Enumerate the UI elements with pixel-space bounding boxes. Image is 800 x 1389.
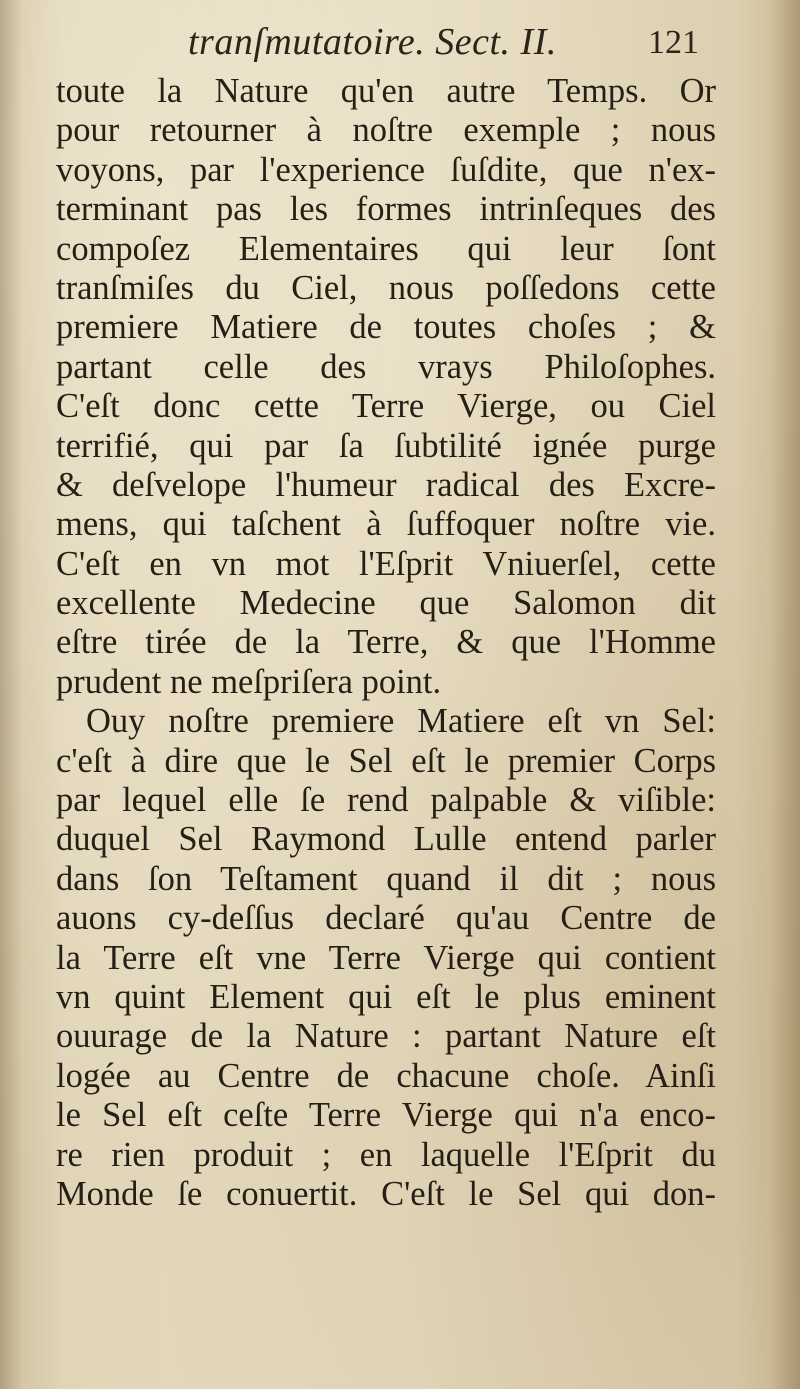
- text-line: re rien produit ; en laquelle l'Eſprit du: [56, 1135, 716, 1174]
- page-header: [0, 14, 800, 66]
- text-line: terrifié, qui par ſa ſubtilité ignée purge: [56, 426, 716, 465]
- text-line: ouurage de la Nature : partant Nature eſt: [56, 1017, 716, 1056]
- text-line: vn quint Element qui eſt le plus eminent: [56, 977, 716, 1016]
- text-line: C'eſt donc cette Terre Vierge, ou Ciel: [56, 387, 716, 426]
- running-title: tranſmutatoire. Sect. II.: [188, 21, 557, 63]
- text-line: & deſvelope l'humeur radical des Excre-: [56, 465, 716, 504]
- text-line: eſtre tirée de la Terre, & que l'Homme: [56, 623, 716, 662]
- body-text: [56, 72, 716, 1214]
- text-line: la Terre eſt vne Terre Vierge qui contient: [56, 938, 716, 977]
- text-line: C'eſt en vn mot l'Eſprit Vniuerſel, cette: [56, 544, 716, 583]
- text-line: compoſez Elementaires qui leur ſont: [56, 229, 716, 268]
- text-line: c'eſt à dire que le Sel eſt le premier Corps: [56, 741, 716, 780]
- paragraph-end-line: prudent ne meſpriſera point.: [56, 662, 442, 701]
- text-line: duquel Sel Raymond Lulle entend parler: [56, 820, 716, 859]
- text-line: pour retourner à noſtre exemple ; nous: [56, 111, 716, 150]
- text-line: partant celle des vrays Philoſophes.: [56, 347, 716, 386]
- text-line: dans ſon Teſtament quand il dit ; nous: [56, 859, 716, 898]
- paragraph-start-line: Ouy noſtre premiere Matiere eſt vn Sel:: [86, 702, 716, 741]
- text-line: premiere Matiere de toutes choſes ; &: [56, 308, 716, 347]
- text-line: par lequel elle ſe rend palpable & viſible:: [56, 781, 716, 820]
- text-line: mens, qui taſchent à ſuffoquer noſtre vie.: [56, 505, 716, 544]
- page-number: 121: [648, 24, 699, 61]
- text-line: logée au Centre de chacune choſe. Ainſi: [56, 1056, 716, 1095]
- text-line: voyons, par l'experience ſuſdite, que n'ex-: [56, 150, 716, 189]
- text-line: excellente Medecine que Salomon dit: [56, 584, 716, 623]
- text-line: Monde ſe conuertit. C'eſt le Sel qui don-: [56, 1174, 716, 1213]
- text-line: toute la Nature qu'en autre Temps. Or: [56, 72, 716, 110]
- text-line: le Sel eſt ceſte Terre Vierge qui n'a enco-: [56, 1096, 716, 1135]
- text-line: terminant pas les formes intrinſeques des: [56, 190, 716, 229]
- text-line: tranſmiſes du Ciel, nous poſſedons cette: [56, 268, 716, 307]
- text-line: auons cy-deſſus declaré qu'au Centre de: [56, 899, 716, 938]
